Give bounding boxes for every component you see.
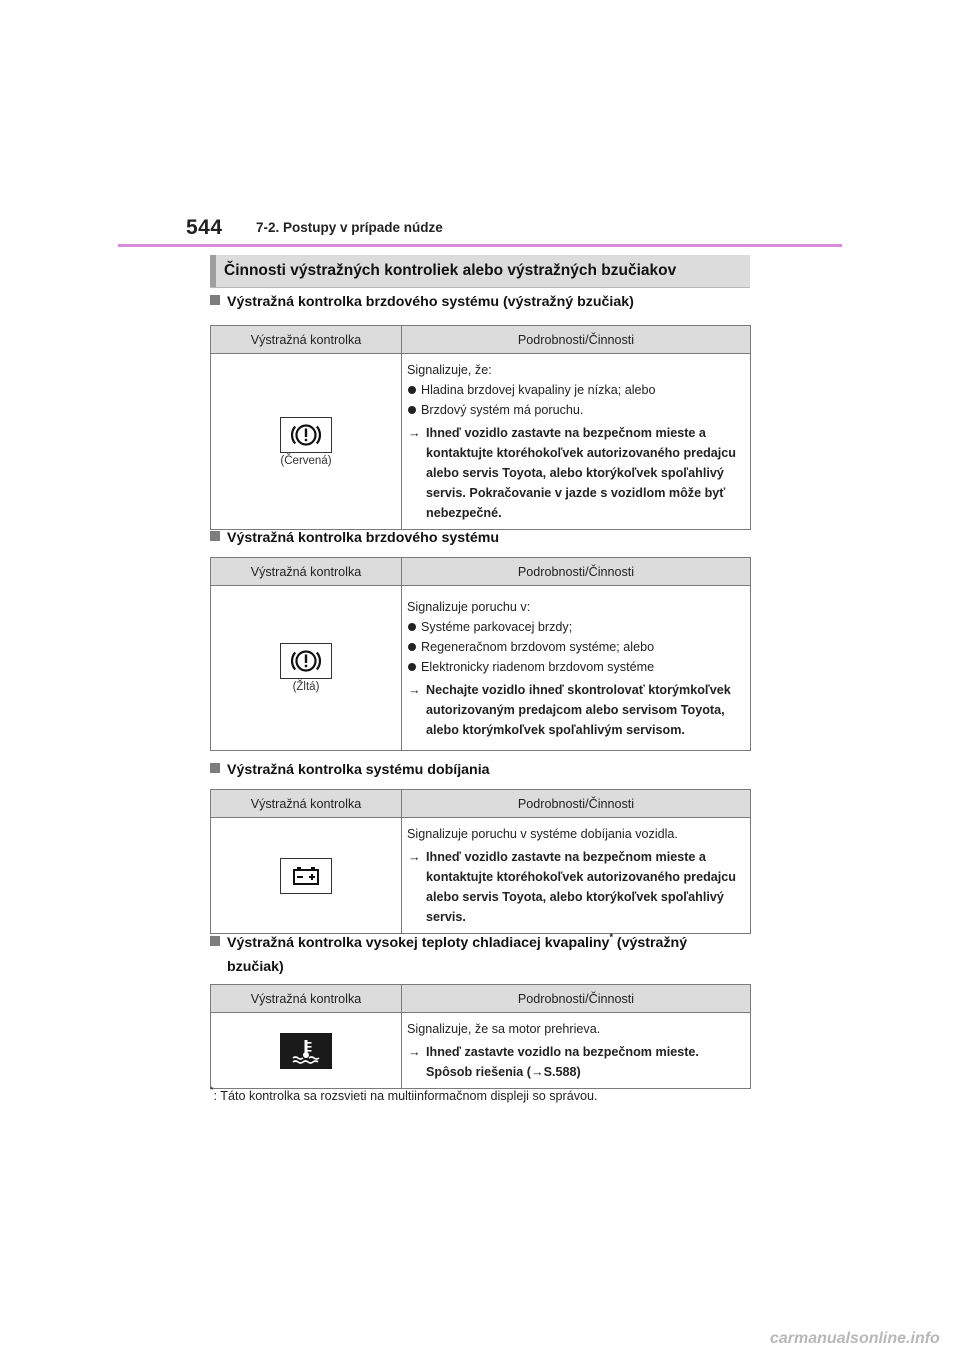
details-cell <box>402 354 751 530</box>
warning-table-charging <box>210 789 751 934</box>
table-row <box>211 586 751 751</box>
details-cell <box>402 1013 751 1089</box>
page-number: 544 <box>186 216 223 239</box>
square-bullet-icon <box>210 295 220 305</box>
details-cell <box>402 586 751 751</box>
intro-text: Signalizuje poruchu v systéme dobíjania vozidla. <box>407 827 678 841</box>
warning-table-brake-yellow <box>210 557 751 751</box>
column-header-indicator: Výstražná kontrolka <box>211 558 402 586</box>
subheading-brake-yellow: Výstražná kontrolka brzdového systému <box>210 526 499 550</box>
table-row <box>211 1013 751 1089</box>
details-cell <box>402 818 751 934</box>
arrow-icon: → <box>408 850 421 864</box>
table-row <box>211 354 751 530</box>
intro-text: Signalizuje, že sa motor prehrieva. <box>407 1022 601 1036</box>
indicator-cell <box>211 818 402 934</box>
brake-warning-icon <box>280 643 332 679</box>
indicator-cell <box>211 586 402 751</box>
chapter-title: 7-2. Postupy v prípade núdze <box>256 220 443 235</box>
arrow-icon: → <box>408 426 421 440</box>
watermark: carmanualsonline.info <box>770 1330 940 1347</box>
table-header-row <box>211 985 751 1013</box>
column-header-details: Podrobnosti/Činnosti <box>402 326 751 354</box>
table-header-row <box>211 558 751 586</box>
footnote-marker: * <box>609 932 613 942</box>
square-bullet-icon <box>210 763 220 773</box>
footnote-marker: * <box>210 1085 214 1095</box>
bullet-item: Elektronicky riadenom brzdovom systéme <box>407 657 744 677</box>
table-header-row <box>211 326 751 354</box>
bullet-item: Regeneračnom brzdovom systéme; alebo <box>407 637 744 657</box>
column-header-indicator: Výstražná kontrolka <box>211 790 402 818</box>
column-header-details: Podrobnosti/Činnosti <box>402 790 751 818</box>
coolant-temperature-icon <box>280 1033 332 1069</box>
indicator-cell <box>211 354 402 530</box>
battery-icon <box>280 858 332 894</box>
warning-table-brake-red <box>210 325 751 530</box>
square-bullet-icon <box>210 531 220 541</box>
icon-color-label: (Červená) <box>280 454 332 467</box>
intro-text: Signalizuje, že: <box>407 363 492 377</box>
section-heading: Činnosti výstražných kontroliek alebo výstražných bzučiakov <box>210 255 750 287</box>
arrow-icon: → <box>408 682 421 697</box>
indicator-cell <box>211 1013 402 1089</box>
subheading-brake-red: Výstražná kontrolka brzdového systému (výstražný bzučiak) <box>210 290 634 314</box>
action-text: → Ihneď vozidlo zastavte na bezpečnom mieste a kontaktujte ktoréhokoľvek autorizovaného predajcu alebo servis Toyota, alebo ktorýkoľvek spoľahlivý servis. Pokračovanie v jazde s vozidlom môže byť nebezpečné. <box>407 423 744 523</box>
square-bullet-icon <box>210 936 220 946</box>
column-header-details: Podrobnosti/Činnosti <box>402 558 751 586</box>
bullet-item: Hladina brzdovej kvapaliny je nízka; alebo <box>407 380 744 400</box>
bullet-item: Brzdový systém má poruchu. <box>407 400 744 420</box>
subheading-coolant: Výstražná kontrolka vysokej teploty chladiacej kvapaliny* (výstražný bzučiak) <box>210 931 687 979</box>
column-header-details: Podrobnosti/Činnosti <box>402 985 751 1013</box>
action-text: → Ihneď zastavte vozidlo na bezpečnom mieste. Spôsob riešenia (→S.588) <box>407 1042 744 1082</box>
subheading-charging: Výstražná kontrolka systému dobíjania <box>210 758 490 782</box>
icon-color-label: (Žltá) <box>292 681 320 693</box>
header-rule <box>118 244 842 247</box>
warning-table-coolant <box>210 984 751 1089</box>
page-reference-link[interactable]: S.588 <box>543 1065 577 1079</box>
intro-text: Signalizuje poruchu v: <box>407 599 531 614</box>
footnote: *: Táto kontrolka sa rozsvieti na multiinformačnom displeji so správou. <box>210 1085 598 1103</box>
table-header-row <box>211 790 751 818</box>
column-header-indicator: Výstražná kontrolka <box>211 326 402 354</box>
column-header-indicator: Výstražná kontrolka <box>211 985 402 1013</box>
table-row <box>211 818 751 934</box>
brake-warning-icon <box>280 417 332 453</box>
action-text: → Ihneď vozidlo zastavte na bezpečnom mieste a kontaktujte ktoréhokoľvek autorizovaného predajcu alebo servis Toyota, alebo ktorýkoľvek spoľahlivý servis. <box>407 847 744 927</box>
action-text: → Nechajte vozidlo ihneď skontrolovať ktorýmkoľvek autorizovaným predajcom alebo servisom Toyota, alebo ktorýmkoľvek spoľahlivým servisom. <box>407 680 744 740</box>
bullet-item: Systéme parkovacej brzdy; <box>407 617 744 637</box>
arrow-icon: → <box>530 1065 544 1079</box>
arrow-icon: → <box>408 1045 421 1059</box>
